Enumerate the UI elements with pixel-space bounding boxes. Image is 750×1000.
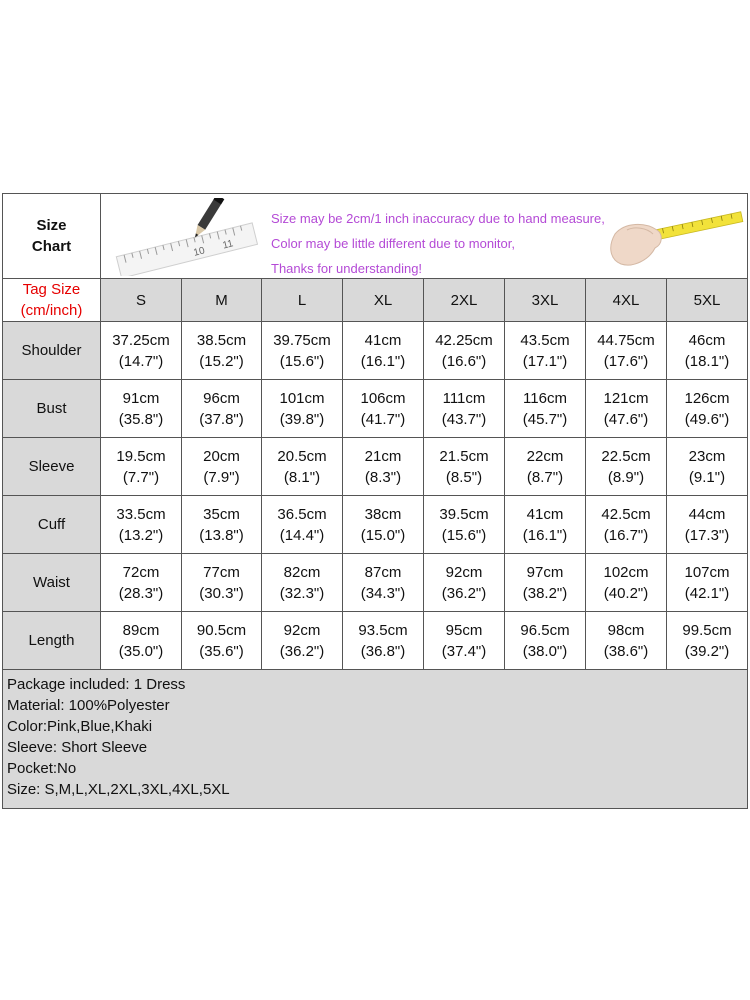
measure-cell [586,322,667,380]
inch-value: (36.2") [279,642,325,660]
cm-value: 92cm [445,563,483,581]
inch-value: (16.1") [360,352,406,370]
inch-value: (28.3") [118,584,164,602]
inch-value: (30.3") [199,584,244,602]
size-header-5xl: 5XL [667,279,748,322]
measure-cell [667,554,748,612]
measure-cell [667,438,748,496]
info-row [3,670,748,809]
inch-value: (35.0") [118,642,164,660]
tag-size-label [3,279,101,322]
inch-value: (41.7") [360,410,406,428]
cm-value: 38.5cm [196,331,247,349]
cm-value: 102cm [603,563,649,581]
cm-value: 101cm [279,389,325,407]
cm-value: 95cm [445,621,483,639]
cm-value: 37.25cm [112,331,170,349]
measure-cell [505,496,586,554]
inch-value: (47.6") [603,410,649,428]
cm-value: 21.5cm [439,447,489,465]
measure-cell [262,380,343,438]
inch-value: (38.2") [522,584,568,602]
measure-cell [101,554,182,612]
size-header-m: M [182,279,262,322]
measure-cell [101,438,182,496]
inch-value: (39.8") [279,410,325,428]
measure-cell [586,554,667,612]
info-material: Material: 100%Polyester [7,697,170,714]
cm-value: 20.5cm [277,447,327,465]
measure-cell [667,380,748,438]
row-length [3,612,748,670]
chart-title-line-1: Size [36,217,67,234]
disclaimer-notes [271,206,605,281]
inch-value: (7.7") [122,468,160,486]
row-sleeve [3,438,748,496]
measure-cell [505,612,586,670]
cm-value: 33.5cm [116,505,166,523]
cm-value: 82cm [283,563,321,581]
cm-value: 39.75cm [273,331,331,349]
measure-label: Bust [3,380,101,438]
size-header-4xl: 4XL [586,279,667,322]
cm-value: 106cm [360,389,406,407]
row-waist [3,554,748,612]
cm-value: 19.5cm [116,447,166,465]
measure-cell [586,496,667,554]
inch-value: (13.8") [199,526,244,544]
cm-value: 23cm [688,447,726,465]
measure-cell [182,380,262,438]
info-sleeve: Sleeve: Short Sleeve [7,739,148,756]
row-shoulder [3,322,748,380]
cm-value: 22cm [526,447,564,465]
measure-cell [182,438,262,496]
banner-row [3,194,748,279]
product-info [3,670,748,809]
measure-cell [101,496,182,554]
size-header-2xl: 2XL [424,279,505,322]
measure-cell [667,612,748,670]
ruler-tick-11: 11 [221,238,235,252]
tag-size-line-2: (cm/inch) [20,302,83,319]
info-pocket: Pocket:No [7,760,77,777]
cm-value: 90.5cm [196,621,247,639]
note-line-1: Size may be 2cm/1 inch inaccuracy due to hand measure, [271,211,605,226]
note-line-3: Thanks for understanding! [271,261,423,276]
measure-cell [262,554,343,612]
hand-tape-measure-icon [605,204,745,274]
measure-cell [262,322,343,380]
cm-value: 42.5cm [601,505,651,523]
inch-value: (15.2") [199,352,244,370]
measure-cell [424,612,505,670]
measure-cell [586,380,667,438]
inch-value: (34.3") [360,584,406,602]
inch-value: (17.1") [522,352,568,370]
cm-value: 72cm [122,563,160,581]
tag-size-line-1: Tag Size [22,281,81,298]
inch-value: (15.0") [360,526,406,544]
cm-value: 97cm [526,563,564,581]
inch-value: (43.7") [441,410,487,428]
row-bust [3,380,748,438]
measure-cell [505,380,586,438]
cm-value: 93.5cm [358,621,408,639]
chart-title [3,194,101,279]
cm-value: 96cm [203,389,240,407]
inch-value: (13.2") [118,526,164,544]
inch-value: (8.1") [283,468,321,486]
measure-label: Length [3,612,101,670]
size-chart-table [2,193,748,809]
inch-value: (39.2") [684,642,730,660]
row-cuff [3,496,748,554]
inch-value: (32.3") [279,584,325,602]
measure-cell [101,612,182,670]
measure-cell [505,438,586,496]
pencil-ruler-icon [109,198,259,276]
measure-cell [505,554,586,612]
cm-value: 89cm [122,621,160,639]
inch-value: (45.7") [522,410,568,428]
cm-value: 20cm [203,447,240,465]
cm-value: 121cm [603,389,649,407]
measure-cell [182,322,262,380]
measure-cell [343,322,424,380]
size-header-row [3,279,748,322]
cm-value: 116cm [523,389,567,407]
cm-value: 77cm [203,563,240,581]
inch-value: (38.6") [603,642,649,660]
inch-value: (8.9") [607,468,645,486]
inch-value: (14.4") [279,526,325,544]
inch-value: (15.6") [441,526,487,544]
measure-cell [262,612,343,670]
cm-value: 35cm [203,505,240,523]
measure-cell [586,612,667,670]
cm-value: 87cm [364,563,402,581]
measure-cell [505,322,586,380]
cm-value: 92cm [283,621,321,639]
measure-cell [343,612,424,670]
size-header-xl: XL [343,279,424,322]
cm-value: 42.25cm [435,331,493,349]
cm-value: 96.5cm [520,621,570,639]
info-sizes: Size: S,M,L,XL,2XL,3XL,4XL,5XL [7,781,230,798]
measure-label: Shoulder [3,322,101,380]
measure-cell [343,438,424,496]
size-header-3xl: 3XL [505,279,586,322]
cm-value: 43.5cm [520,331,570,349]
measure-cell [262,438,343,496]
cm-value: 91cm [122,389,160,407]
measure-label: Cuff [3,496,101,554]
cm-value: 38cm [364,505,402,523]
ruler-tick-10: 10 [192,245,206,259]
measure-cell [343,554,424,612]
measure-cell [182,496,262,554]
measure-cell [667,496,748,554]
inch-value: (17.6") [603,352,649,370]
info-package: Package included: 1 Dress [7,676,186,693]
size-header-s: S [101,279,182,322]
inch-value: (16.6") [441,352,487,370]
cm-value: 126cm [684,389,730,407]
cm-value: 41cm [526,505,564,523]
measure-cell [424,322,505,380]
cm-value: 39.5cm [439,505,489,523]
inch-value: (36.8") [360,642,406,660]
measure-cell [343,496,424,554]
banner [101,194,748,279]
info-color: Color:Pink,Blue,Khaki [7,718,153,735]
inch-value: (8.7") [526,468,564,486]
inch-value: (16.1") [522,526,568,544]
inch-value: (38.0") [522,642,568,660]
inch-value: (18.1") [684,352,730,370]
inch-value: (14.7") [118,352,164,370]
size-header-l: L [262,279,343,322]
cm-value: 99.5cm [682,621,732,639]
cm-value: 98cm [607,621,645,639]
cm-value: 44.75cm [597,331,655,349]
measure-cell [424,496,505,554]
inch-value: (15.6") [279,352,325,370]
inch-value: (7.9") [203,468,240,486]
measure-label: Waist [3,554,101,612]
cm-value: 107cm [684,563,730,581]
measure-label: Sleeve [3,438,101,496]
inch-value: (37.4") [441,642,487,660]
measure-cell [424,380,505,438]
measure-cell [262,496,343,554]
measure-cell [424,438,505,496]
inch-value: (8.5") [445,468,483,486]
note-line-2: Color may be little different due to monitor, [271,236,515,251]
measure-cell [343,380,424,438]
measure-cell [101,380,182,438]
inch-value: (17.3") [684,526,730,544]
inch-value: (16.7") [603,526,649,544]
measure-cell [101,322,182,380]
inch-value: (37.8") [199,410,244,428]
cm-value: 22.5cm [601,447,651,465]
cm-value: 41cm [364,331,402,349]
measure-cell [182,554,262,612]
cm-value: 46cm [688,331,726,349]
inch-value: (42.1") [684,584,730,602]
inch-value: (8.3") [364,468,402,486]
inch-value: (40.2") [603,584,649,602]
inch-value: (49.6") [684,410,730,428]
measure-cell [182,612,262,670]
inch-value: (9.1") [688,468,726,486]
inch-value: (35.6") [199,642,244,660]
cm-value: 44cm [688,505,726,523]
cm-value: 111cm [442,389,486,407]
measure-cell [667,322,748,380]
cm-value: 21cm [364,447,402,465]
inch-value: (35.8") [118,410,164,428]
measure-cell [586,438,667,496]
inch-value: (36.2") [441,584,487,602]
cm-value: 36.5cm [277,505,327,523]
chart-title-line-2: Chart [31,238,72,255]
measure-cell [424,554,505,612]
